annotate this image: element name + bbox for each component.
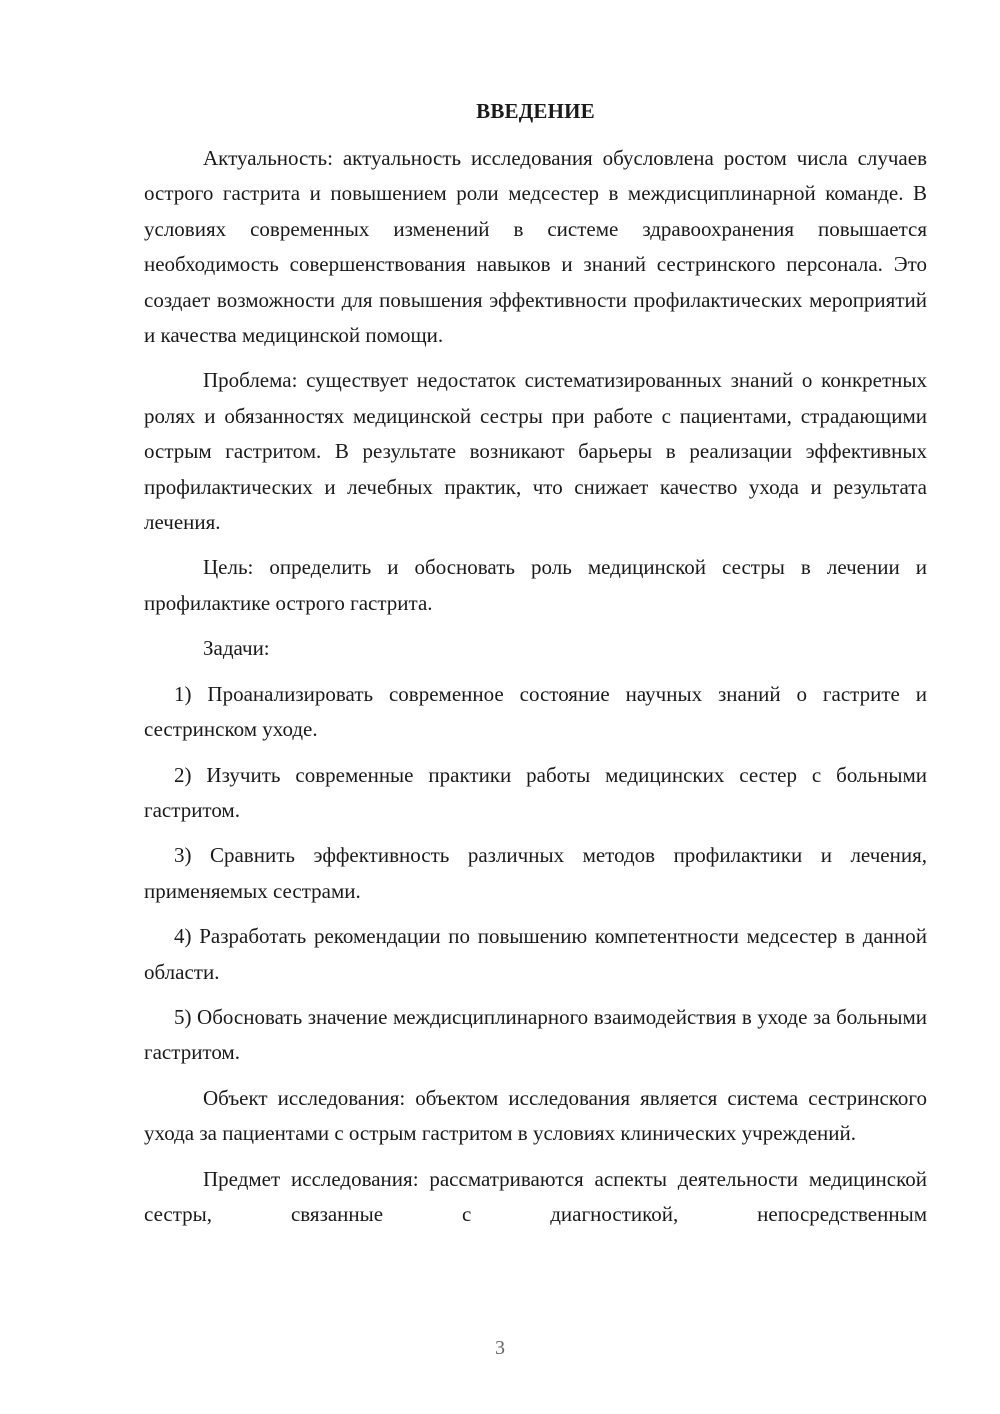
tasks-label: Задачи: (203, 636, 270, 661)
section-heading: ВВЕДЕНИЕ (476, 99, 595, 123)
task-item-2: 2) Изучить современные практики работы медицинских сестер с больными гастритом. (144, 762, 927, 822)
task-item-1: 1) Проанализировать современное состояние научных знаний о гастрите и сестринском уходе. (144, 681, 927, 742)
task-item-5: 5) Обосновать значение междисциплинарного взаимодействия в уходе за больными гастритом. (144, 1004, 927, 1065)
task-item-4: 4) Разработать рекомендации по повышению компетентности медсестер в данной области. (144, 924, 927, 984)
object-paragraph: Объект исследования: объектом исследования является система сестринского ухода за пациентами с острым гастритом в условиях клинических учреждений. (144, 1085, 927, 1146)
page-number: 3 (495, 1337, 505, 1359)
problem-paragraph: Проблема: существует недостаток систематизированных знаний о конкретных ролях и обязанностях медицинской сестры при работе с пациентами, страдающими острым гастритом. В результате возникают барьеры в реализации эффективных профилактических и лечебных практик, что снижает качество ухода и результата лечения. (144, 368, 927, 535)
subject-paragraph: Предмет исследования: рассматриваются аспекты деятельности медицинской сестры, связанные с диагностикой, непосредственным (144, 1166, 927, 1226)
task-item-3: 3) Сравнить эффективность различных методов профилактики и лечения, применяемых сестрами. (144, 843, 927, 903)
relevance-paragraph: Актуальность: актуальность исследования обусловлена ростом числа случаев острого гастрита и повышением роли медсестер в междисциплинарной команде. В условиях современных изменений в системе здравоохранения повышается необходимость совершенствования навыков и знаний сестринского персонала. Это создает возможности для повышения эффективности профилактических мероприятий и качества медицинской помощи. (144, 146, 927, 348)
page-content (144, 94, 927, 1242)
goal-paragraph: Цель: определить и обосновать роль медицинской сестры в лечении и профилактике острого гастрита. (144, 555, 927, 615)
